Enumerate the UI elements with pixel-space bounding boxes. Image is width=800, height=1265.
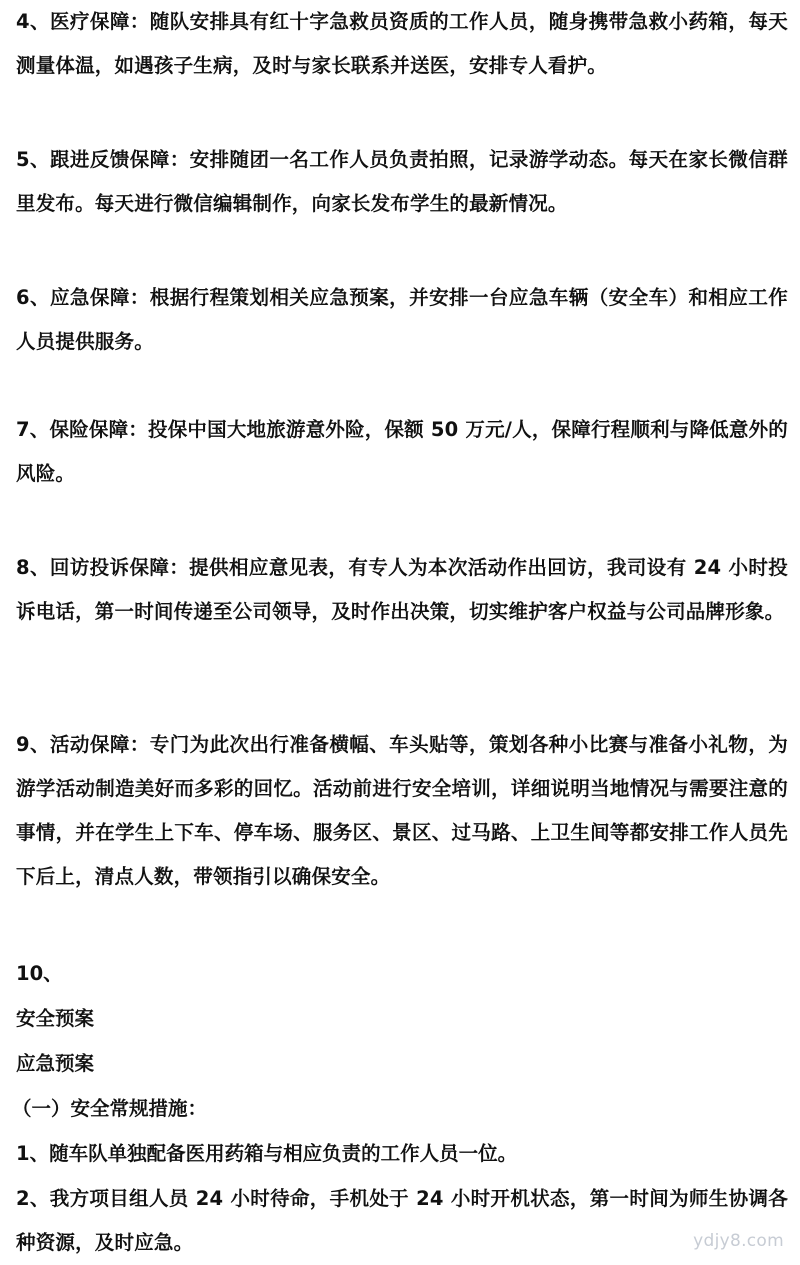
section-title-safety-plan: 安全预案 [16,1007,95,1030]
watermark-text: ydjy8.com [693,1231,784,1251]
section-title-emergency-plan: 应急预案 [16,1052,95,1075]
measure-item-2: 2、我方项目组人员 24 小时待命，手机处于 24 小时开机状态，第一时间为师生协调各种资源，及时应急。 [16,1187,788,1254]
subheading-safety-measures: （一）安全常规措施： [12,1097,208,1120]
paragraph-medical-guarantee: 4、医疗保障：随队安排具有红十字急救员资质的工作人员，随身携带急救小药箱，每天测量体温，如遇孩子生病，及时与家长联系并送医，安排专人看护。 [16,10,788,77]
paragraph-complaint-guarantee: 8、回访投诉保障：提供相应意见表，有专人为本次活动作出回访，我司设有 24 小时投诉电话，第一时间传递至公司领导，及时作出决策，切实维护客户权益与公司品牌形象。 [16,556,788,623]
section-number: 10、 [16,962,63,985]
measure-item-1: 1、随车队单独配备医用药箱与相应负责的工作人员一位。 [16,1142,518,1165]
paragraph-activity-guarantee: 9、活动保障：专门为此次出行准备横幅、车头贴等，策划各种小比赛与准备小礼物，为游学活动制造美好而多彩的回忆。活动前进行安全培训，详细说明当地情况与需要注意的事情，并在学生上下车、停车场、服务区、景区、过马路、上卫生间等都安排工作人员先下后上，清点人数，带领指引以确保安全。 [16,733,788,888]
paragraph-insurance-guarantee: 7、保险保障：投保中国大地旅游意外险，保额 50 万元/人，保障行程顺利与降低意外的风险。 [16,418,788,485]
paragraph-emergency-guarantee: 6、应急保障：根据行程策划相关应急预案，并安排一台应急车辆（安全车）和相应工作人员提供服务。 [16,286,788,353]
paragraph-feedback-guarantee: 5、跟进反馈保障：安排随团一名工作人员负责拍照，记录游学动态。每天在家长微信群里发布。每天进行微信编辑制作，向家长发布学生的最新情况。 [16,148,788,215]
